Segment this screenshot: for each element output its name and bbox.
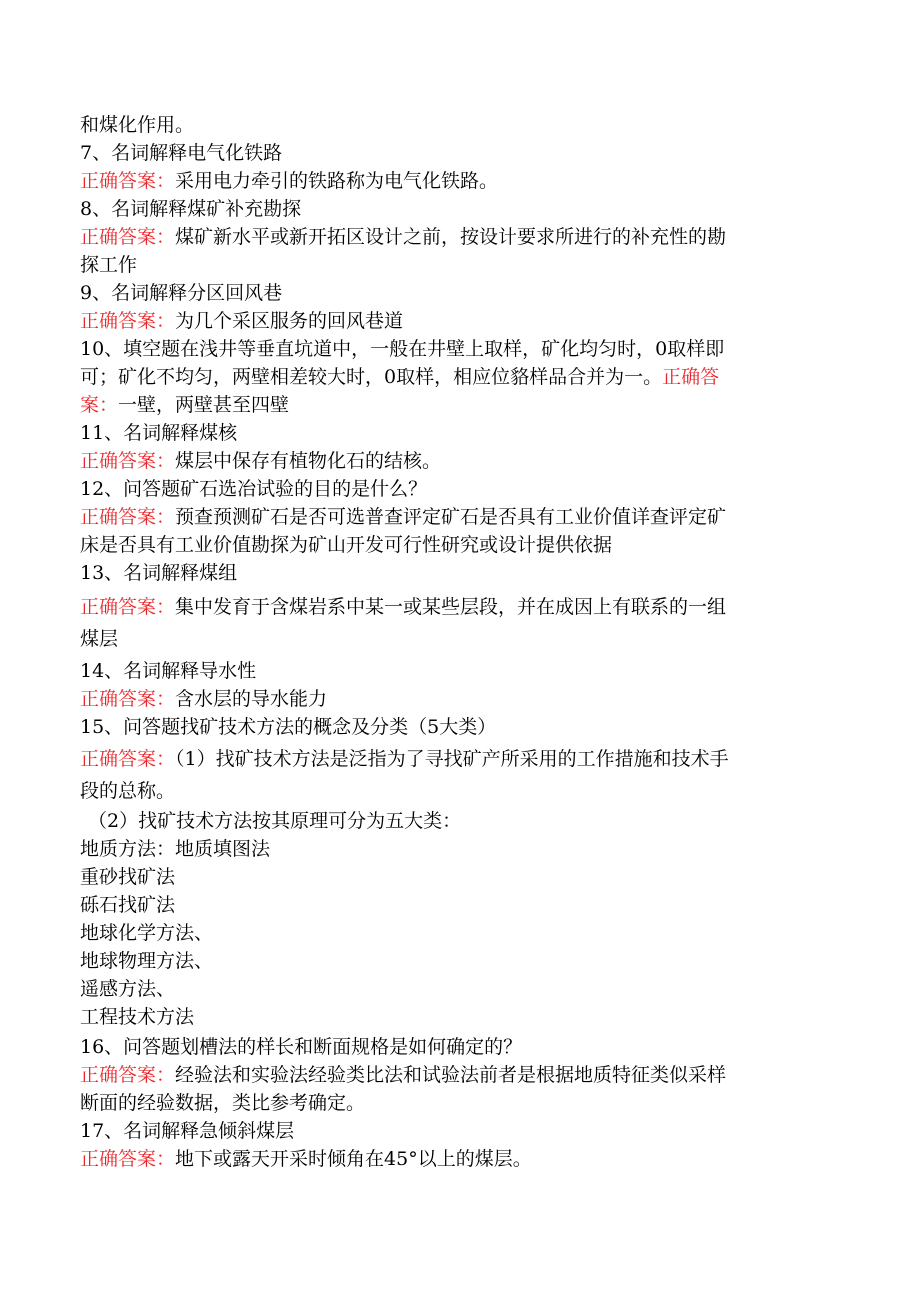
q16-answer: 正确答案：经验法和实验法经验类比法和试验法前者是根据地质特征类似采样 bbox=[80, 1064, 727, 1086]
answer-label: 正确答案： bbox=[80, 1148, 176, 1170]
method-item: 地球化学方法、 bbox=[80, 922, 214, 944]
answer-label: 正确答案： bbox=[80, 688, 176, 710]
q14-question: 14、名词解释导水性 bbox=[80, 660, 257, 682]
q16-question: 16、问答题划槽法的样长和断面规格是如何确定的？ bbox=[80, 1036, 523, 1058]
q7-answer: 正确答案：采用电力牵引的铁路称为电气化铁路。 bbox=[80, 170, 499, 192]
q13-answer: 正确答案：集中发育于含煤岩系中某一或某些层段，并在成因上有联系的一组 bbox=[80, 596, 727, 618]
answer-label: 正确答案： bbox=[80, 596, 176, 618]
method-item: 遥感方法、 bbox=[80, 978, 176, 1000]
q13-question: 13、名词解释煤组 bbox=[80, 562, 238, 584]
q15-answer-cont: 段的总称。 bbox=[80, 780, 176, 802]
method-item: 地球物理方法、 bbox=[80, 950, 214, 972]
answer-label: 正确答案： bbox=[80, 310, 176, 332]
intro-line: 和煤化作用。 bbox=[80, 114, 195, 136]
q12-question: 12、问答题矿石选冶试验的目的是什么？ bbox=[80, 478, 428, 500]
answer-label: 正确答案： bbox=[80, 170, 176, 192]
answer-label: 案： bbox=[80, 394, 119, 416]
q13-answer-cont: 煤层 bbox=[80, 628, 119, 650]
q8-answer-cont: 探工作 bbox=[80, 254, 138, 276]
q10-question: 10、填空题在浅井等垂直坑道中，一般在井壁上取样，矿化均匀时，0取样即 bbox=[80, 338, 725, 360]
q15-question: 15、问答题找矿技术方法的概念及分类（5大类） bbox=[80, 716, 497, 738]
answer-label: 正确答 bbox=[662, 366, 720, 388]
answer-label: 正确答案： bbox=[80, 506, 176, 528]
q15-answer: 正确答案：（1）找矿技术方法是泛指为了寻找矿产所采用的工作措施和技术手 bbox=[80, 748, 729, 770]
q11-answer: 正确答案：煤层中保存有植物化石的结核。 bbox=[80, 450, 442, 472]
answer-label: 正确答案： bbox=[80, 226, 176, 248]
method-item: 砾石找矿法 bbox=[80, 894, 176, 916]
q14-answer: 正确答案：含水层的导水能力 bbox=[80, 688, 328, 710]
q8-answer: 正确答案：煤矿新水平或新开拓区设计之前，按设计要求所进行的补充性的勘 bbox=[80, 226, 727, 248]
method-item: 地质方法：地质填图法 bbox=[80, 838, 271, 860]
answer-label: 正确答案： bbox=[80, 1064, 176, 1086]
q17-question: 17、名词解释急倾斜煤层 bbox=[80, 1120, 295, 1142]
q8-question: 8、名词解释煤矿补充勘探 bbox=[80, 198, 302, 220]
q10-question-cont: 可；矿化不均匀，两壁相差较大时，0取样，相应位貉样品合并为一。正确答 bbox=[80, 366, 720, 388]
q15-answer-part2: （2）找矿技术方法按其原理可分为五大类： bbox=[88, 810, 462, 832]
q11-question: 11、名词解释煤核 bbox=[80, 422, 238, 444]
q10-answer: 案：一壁，两壁甚至四壁 bbox=[80, 394, 290, 416]
q9-question: 9、名词解释分区回风巷 bbox=[80, 282, 283, 304]
method-item: 工程技术方法 bbox=[80, 1006, 195, 1028]
q12-answer-cont: 床是否具有工业价值勘探为矿山开发可行性研究或设计提供依据 bbox=[80, 534, 613, 556]
q7-question: 7、名词解释电气化铁路 bbox=[80, 142, 283, 164]
method-item: 重砂找矿法 bbox=[80, 866, 176, 888]
answer-label: 正确答案： bbox=[80, 450, 176, 472]
q9-answer: 正确答案：为几个采区服务的回风巷道 bbox=[80, 310, 404, 332]
q16-answer-cont: 断面的经验数据，类比参考确定。 bbox=[80, 1092, 366, 1114]
q12-answer: 正确答案：预查预测矿石是否可选普查评定矿石是否具有工业价值详查评定矿 bbox=[80, 506, 727, 528]
q17-answer: 正确答案：地下或露天开采时倾角在45°以上的煤层。 bbox=[80, 1148, 532, 1170]
answer-label: 正确答案： bbox=[80, 748, 176, 770]
